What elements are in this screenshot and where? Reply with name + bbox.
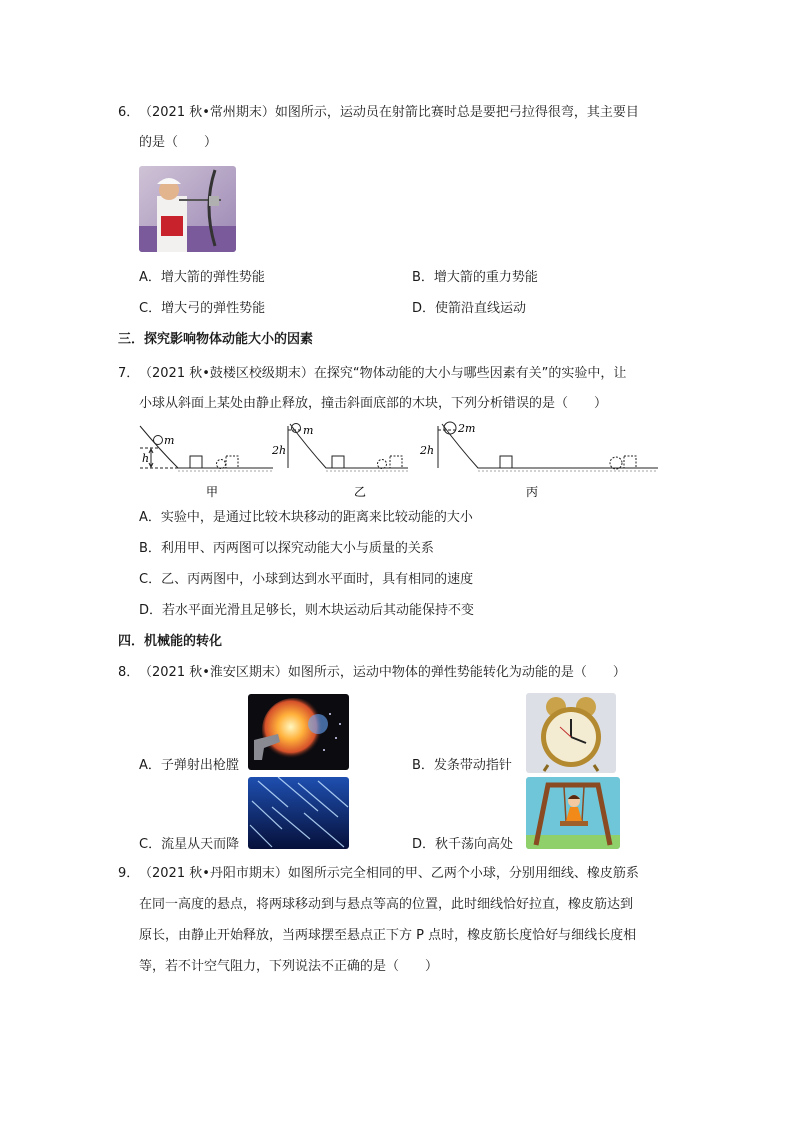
- q7-label-yi: 乙: [354, 485, 367, 499]
- q6-option-c[interactable]: C．增大弓的弹性势能: [139, 301, 266, 316]
- q7-option-d[interactable]: D．若水平面光滑且足够长，则木块运动后其动能保持不变: [139, 603, 475, 618]
- gun-photo: [248, 694, 349, 770]
- q7-number: 7．: [118, 366, 140, 381]
- archer-photo: [139, 166, 236, 252]
- q9-stem-line2: 在同一高度的悬点，将两球移动到与悬点等高的位置，此时细线恰好拉直，橡皮筋达到: [139, 897, 634, 912]
- q7-figure: [138, 420, 658, 502]
- q7-height-bing: 2h: [420, 444, 435, 457]
- q7-stem-line2: 小球从斜面上某处由静止释放，撞击斜面底部的木块，下列分析错误的是（ ）: [139, 396, 608, 411]
- q7-height-jia: h: [142, 452, 150, 465]
- q7-mass-bing: 2m: [458, 422, 476, 435]
- q8-option-a[interactable]: A．子弹射出枪膛: [139, 758, 239, 773]
- q6-option-a[interactable]: A．增大箭的弹性势能: [139, 270, 265, 285]
- q7-option-a[interactable]: A．实验中，是通过比较木块移动的距离来比较动能的大小: [139, 510, 473, 525]
- q7-mass-jia: m: [164, 434, 175, 447]
- q8-option-b[interactable]: B．发条带动指针: [412, 758, 512, 773]
- q6-option-b[interactable]: B．增大箭的重力势能: [412, 270, 538, 285]
- swing-photo: [526, 777, 620, 849]
- q6-stem-line1: （2021 秋•常州期末）如图所示，运动员在射箭比赛时总是要把弓拉得很弯，其主要目: [139, 105, 639, 120]
- q9-stem-line3: 原长，由静止开始释放，当两球摆至悬点正下方 P 点时，橡皮筋长度恰好与细线长度相: [139, 928, 637, 943]
- q9-stem-line4: 等，若不计空气阻力，下列说法不正确的是（ ）: [139, 959, 439, 974]
- q8-option-d[interactable]: D．秋千荡向高处: [412, 837, 514, 852]
- section-4-heading: 四．机械能的转化: [118, 634, 223, 649]
- q6-option-d[interactable]: D．使箭沿直线运动: [412, 301, 527, 316]
- q9-stem-line1: （2021 秋•丹阳市期末）如图所示完全相同的甲、乙两个小球，分别用细线、橡皮筋系: [139, 866, 639, 881]
- q7-mass-yi: m: [303, 424, 314, 437]
- q8-option-c[interactable]: C．流星从天而降: [139, 837, 240, 852]
- q7-label-jia: 甲: [206, 485, 219, 499]
- q7-option-c[interactable]: C．乙、丙两图中，小球到达到水平面时，具有相同的速度: [139, 572, 474, 587]
- q7-stem-line1: （2021 秋•鼓楼区校级期末）在探究“物体动能的大小与哪些因素有关”的实验中，让: [139, 366, 627, 381]
- q6-number: 6．: [118, 105, 140, 120]
- q7-height-yi: 2h: [272, 444, 287, 457]
- q8-stem-line1: （2021 秋•淮安区期末）如图所示，运动中物体的弹性势能转化为动能的是（ ）: [139, 665, 626, 680]
- q6-stem-line2: 的是（ ）: [139, 135, 218, 150]
- q8-number: 8．: [118, 665, 140, 680]
- section-3-heading: 三．探究影响物体动能大小的因素: [118, 332, 314, 347]
- alarm-clock-photo: [526, 693, 616, 773]
- q7-option-b[interactable]: B．利用甲、丙两图可以探究动能大小与质量的关系: [139, 541, 434, 556]
- q7-label-bing: 丙: [526, 485, 539, 499]
- meteor-photo: [248, 777, 349, 849]
- q9-number: 9．: [118, 866, 140, 881]
